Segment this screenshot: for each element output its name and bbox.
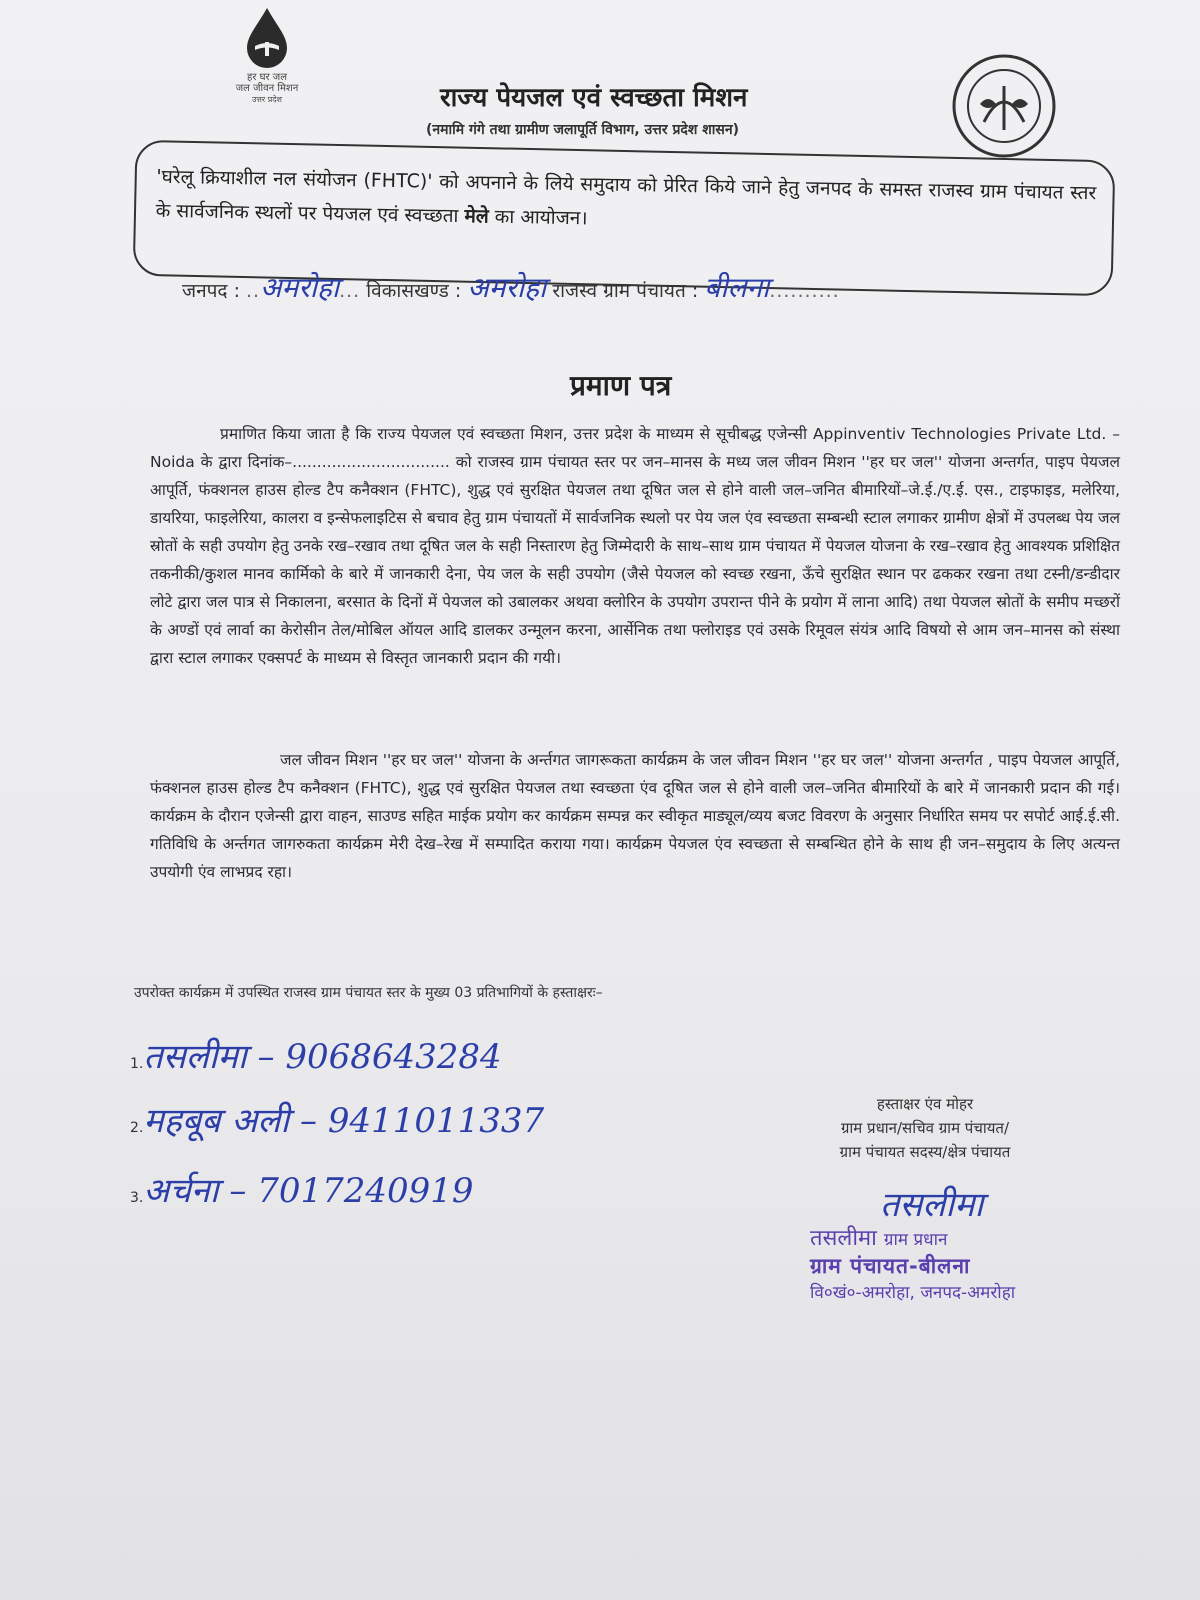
district-label: जनपद : [182,280,240,302]
block-label: विकासखण्ड : [366,280,462,302]
stamp-location: वि०खं०-अमरोहा, जनपद-अमरोहा [810,1283,1016,1303]
certificate-paragraph-2: जल जीवन मिशन ''हर घर जल'' योजना के अर्न्तगत जागरूकता कार्यक्रम के जल जीवन मिशन ''हर घर जल'' योजना अन्तर्गत , पाइप पेयजल आपूर्ति, फंक्शनल हाउस होल्ड टैप कनैक्शन (FHTC), शुद्ध एवं सुरक्षित पेयजल तथा स्वच्छता एंव दूषित जल से होने वाली जल–जनित बीमारियों के बारे में जानकारी प्रदान की गई। कार्यक्रम के दौरान एजेन्सी द्वारा वाहन, साउण्ड सहित माईक प्रयोग कर कार्यक्रम सम्पन्न कर स्वीकृत माड्यूल/व्यय बजट विवरण के अनुसार निर्धारित समय पर सपोर्ट आई.ई.सी. गतिविधि के अर्न्तगत जागरुकता कार्यक्रम मेरी देख–रेख में सम्पादित कराया गया। कार्यक्रम पेयजल एंव स्वच्छता से सम्बन्धित होने के साथ ही जन–समुदाय के लिए अत्यन्त उपयोगी एंव लाभप्रद रहा। [150,751,1120,881]
logo-caption-3: उत्तर प्रदेश [252,95,282,104]
authority-line-2: ग्राम प्रधान/सचिव ग्राम पंचायत/ [840,1119,1010,1137]
logo-caption-1: हर घर जल [247,72,287,83]
page-title: राज्य पेयजल एवं स्वच्छता मिशन [440,83,748,113]
authority-block [780,1092,1070,1164]
stamp-name: तसलीमा [810,1226,877,1251]
certificate-heading: प्रमाण पत्र [570,369,672,402]
district-value: अमरोहा [260,271,340,304]
har-ghar-jal-logo [222,6,312,105]
panchayat-label: राजस्व ग्राम पंचायत : [552,280,699,302]
water-drop-logo-icon [239,6,295,68]
banner-text: 'घरेलू क्रियाशील नल संयोजन (FHTC)' को अपनाने के लिये समुदाय को प्रेरित किये जाने हेतु जनपद के समस्त राजस्व ग्राम पंचायत स्तर के सार्वजनिक स्थलों पर पेयजल एवं स्वच्छता मेले का आयोजन। [155,165,1097,230]
authority-line-3: ग्राम पंचायत सदस्य/क्षेत्र पंचायत [839,1143,1011,1161]
authority-line-1: हस्ताक्षर एंव मोहर [876,1095,974,1113]
up-government-seal-icon [950,52,1058,160]
participant-3: 3.अर्चना – 7017240919 [130,1171,474,1211]
official-stamp [810,1222,1100,1303]
block-value: अमरोहा [467,271,547,304]
stamp-role: ग्राम प्रधान [883,1230,948,1250]
stamp-panchayat: ग्राम पंचायत-बीलना [810,1254,971,1278]
certificate-paragraph-1: प्रमाणित किया जाता है कि राज्य पेयजल एवं स्वच्छता मिशन, उत्तर प्रदेश के माध्यम से सूचीबद्ध एजेन्सी Appinventiv Technologies Private Ltd. – Noida के द्वारा दिनांक–................................ को राजस्व ग्राम पंचायत स्तर पर जन–मानस के मध्य जल जीवन मिशन ''हर घर जल'' योजना अन्तर्गत, पाइप पेयजल आपूर्ति, फंक्शनल हाउस होल्ड टैप कनैक्शन (FHTC), शुद्ध एवं सुरक्षित पेयजल तथा दूषित जल से होने वाली जल–जनित बीमारियों–जे.ई./ए.ई. एस., टाइफाइड, मलेरिया, डायरिया, फाइलेरिया, कालरा व इन्सेफलाइटिस से बचाव हेतु ग्राम पंचायतों में सार्वजनिक स्थलो पर पेय जल एंव स्वच्छता सम्बन्धी स्टाल लगाकर ग्रामीण क्षेत्रों में उपलब्ध पेय जल स्रोतों के सही उपयोग हेतु उनके रख–रखाव तथा दूषित जल के सही निस्तारण हेतु जिम्मेदारी के साथ–साथ ग्राम पंचायत में पेयजल योजना के रख–रखाव हेतु आवश्यक प्रशिक्षित तकनीकी/कुशल मानव कार्मिको के बारे में जानकारी देना, पेय जल के सही उपयोग (जैसे पेयजल को स्वच्छ रखना, ऊँचे सुरक्षित स्थान पर ढककर रखना तथा टस्नी/डन्डीदार लोटे द्वारा जल पात्र से निकालना, बरसात के दिनों में पेयजल को उबालकर अथवा क्लोरिन के उपयोग उपरान्त पीने के प्रयोग में लाना आदि) तथा पेयजल स्रोतों के समीप मच्छरों के अण्डों एवं लार्वा का केरोसीन तेल/मोबिल ऑयल आदि डालकर उन्मूलन करना, आर्सेनिक तथा फ्लोराइड एवं उसके रिमूवल संयंत्र आदि विषयो से आम जन–मानस को संस्था द्वारा स्टाल लगाकर एक्सपर्ट के माध्यम से विस्तृत जानकारी प्रदान की गयी। [150,425,1120,667]
location-fields: जनपद : ..अमरोहा... विकासखण्ड : अमरोहा राजस्व ग्राम पंचायत : बीलना.......... [182,271,840,304]
page-subtitle: (नमामि गंगे तथा ग्रामीण जलापूर्ति विभाग, उत्तर प्रदेश शासन) [426,122,740,138]
panchayat-value: बीलना [704,271,770,304]
participants-intro: उपरोक्त कार्यक्रम में उपस्थित राजस्व ग्राम पंचायत स्तर के मुख्य 03 प्रतिभागियों के हस्ताक्षरः– [134,985,603,1001]
participant-1: 1.तसलीमा – 9068643284 [130,1037,502,1077]
banner-bold-word: मेले [464,205,489,228]
pradhan-signature: तसलीमा [880,1185,984,1225]
participant-2: 2.महबूब अली – 9411011337 [130,1101,545,1141]
logo-caption-2: जल जीवन मिशन [235,83,299,94]
